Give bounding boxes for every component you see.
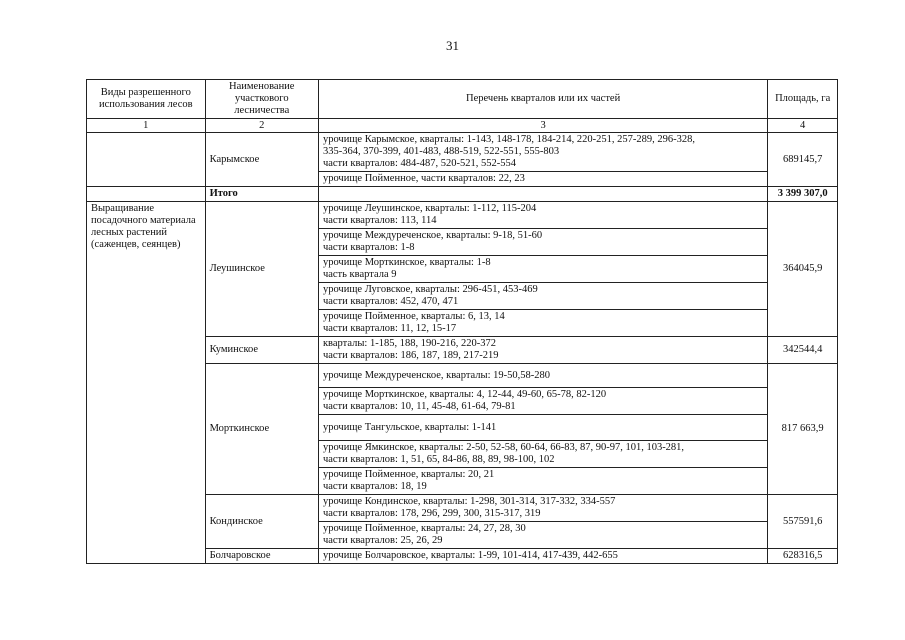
quarters-line: части кварталов: 484-487, 520-521, 552-554 [322,158,517,169]
quarters-cell: урочище Тангульское, кварталы: 1-141 [318,415,767,441]
column-number-row [87,119,838,133]
quarters-line: урочище Ямкинское, кварталы: 2-50, 52-58, 60-64, 66-83, 87, 90-97, 101, 103-281, [322,442,685,453]
quarters-line: части кварталов: 1, 51, 65, 84-86, 88, 89, 98-100, 102 [322,454,555,465]
quarters-line: части кварталов: 25, 26, 29 [322,535,443,546]
quarters-line: урочище Морткинское, кварталы: 4, 12-44, 49-60, 65-78, 82-120 [322,389,607,400]
quarters-cell [318,468,767,495]
quarters-cell: урочище Пойменное, части кварталов: 22, 23 [318,172,767,187]
empty-cell [87,187,206,202]
total-area: 3 399 307,0 [768,187,838,202]
column-number: 1 [87,119,206,133]
column-number: 4 [768,119,838,133]
forestry-name: Морткинское [205,364,318,495]
quarters-line: части кварталов: 452, 470, 471 [322,296,459,307]
quarters-line: части кварталов: 1-8 [322,242,415,253]
total-label: Итого [205,187,318,202]
quarters-cell [318,441,767,468]
forestry-name: Болчаровское [205,549,318,564]
quarters-line: урочище Пойменное, кварталы: 24, 27, 28, 30 [322,523,526,534]
quarters-cell [318,256,767,283]
quarters-line: урочище Карымское, кварталы: 1-143, 148-178, 184-214, 220-251, 257-289, 296-328, [322,134,696,145]
header-quarters-list: Перечень кварталов или их частей [318,80,767,119]
quarters-cell: урочище Болчаровское, кварталы: 1-99, 101-414, 417-439, 442-655 [318,549,767,564]
quarters-line: урочище Пойменное, кварталы: 20, 21 [322,469,495,480]
area-value: 689145,7 [768,133,838,187]
area-value: 628316,5 [768,549,838,564]
quarters-line: части кварталов: 113, 114 [322,215,437,226]
header-area: Площадь, га [768,80,838,119]
quarters-cell [318,283,767,310]
use-type-cell-empty [87,133,206,187]
quarters-line: часть квартала 9 [322,269,397,280]
quarters-line: 335-364, 370-399, 401-483, 488-519, 522-551, 555-803 [322,146,560,157]
empty-cell [318,187,767,202]
area-value: 364045,9 [768,202,838,337]
quarters-line: урочище Морткинское, кварталы: 1-8 [322,257,491,268]
total-row [87,187,838,202]
area-value: 557591,6 [768,495,838,549]
page-number: 31 [446,38,459,53]
area-value: 817 663,9 [768,364,838,495]
use-type: Выращивание посадочного материала лесных растений (саженцев, сеянцев) [87,202,206,564]
quarters-cell [318,337,767,364]
quarters-cell: урочище Междуреченское, кварталы: 19-50,58-280 [318,364,767,388]
column-number: 2 [205,119,318,133]
quarters-cell [318,495,767,522]
quarters-line: кварталы: 1-185, 188, 190-216, 220-372 [322,338,496,349]
area-value: 342544,4 [768,337,838,364]
forestry-name: Карымское [205,133,318,187]
forestry-name: Кондинское [205,495,318,549]
quarters-cell [318,133,767,172]
quarters-line: части кварталов: 10, 11, 45-48, 61-64, 79-81 [322,401,516,412]
quarters-line: урочище Леушинское, кварталы: 1-112, 115-204 [322,203,537,214]
table-row [87,133,838,172]
quarters-line: урочище Междуреченское, кварталы: 9-18, 51-60 [322,230,543,241]
quarters-cell [318,229,767,256]
quarters-cell [318,310,767,337]
quarters-line: урочище Луговское, кварталы: 296-451, 453-469 [322,284,538,295]
header-forestry-name: Наименование участкового лесничества [205,80,318,119]
forest-use-table [86,79,838,564]
header-row [87,80,838,119]
quarters-line: части кварталов: 178, 296, 299, 300, 315-317, 319 [322,508,541,519]
header-use-type: Виды разрешенного использования лесов [87,80,206,119]
quarters-line: части кварталов: 18, 19 [322,481,427,492]
quarters-line: урочище Пойменное, кварталы: 6, 13, 14 [322,311,505,322]
forestry-name: Леушинское [205,202,318,337]
forestry-name: Куминское [205,337,318,364]
quarters-line: части кварталов: 186, 187, 189, 217-219 [322,350,499,361]
quarters-line: части кварталов: 11, 12, 15-17 [322,323,457,334]
column-number: 3 [318,119,767,133]
table-row [87,202,838,229]
quarters-cell [318,522,767,549]
quarters-cell [318,202,767,229]
quarters-cell [318,388,767,415]
quarters-line: урочище Кондинское, кварталы: 1-298, 301-314, 317-332, 334-557 [322,496,616,507]
